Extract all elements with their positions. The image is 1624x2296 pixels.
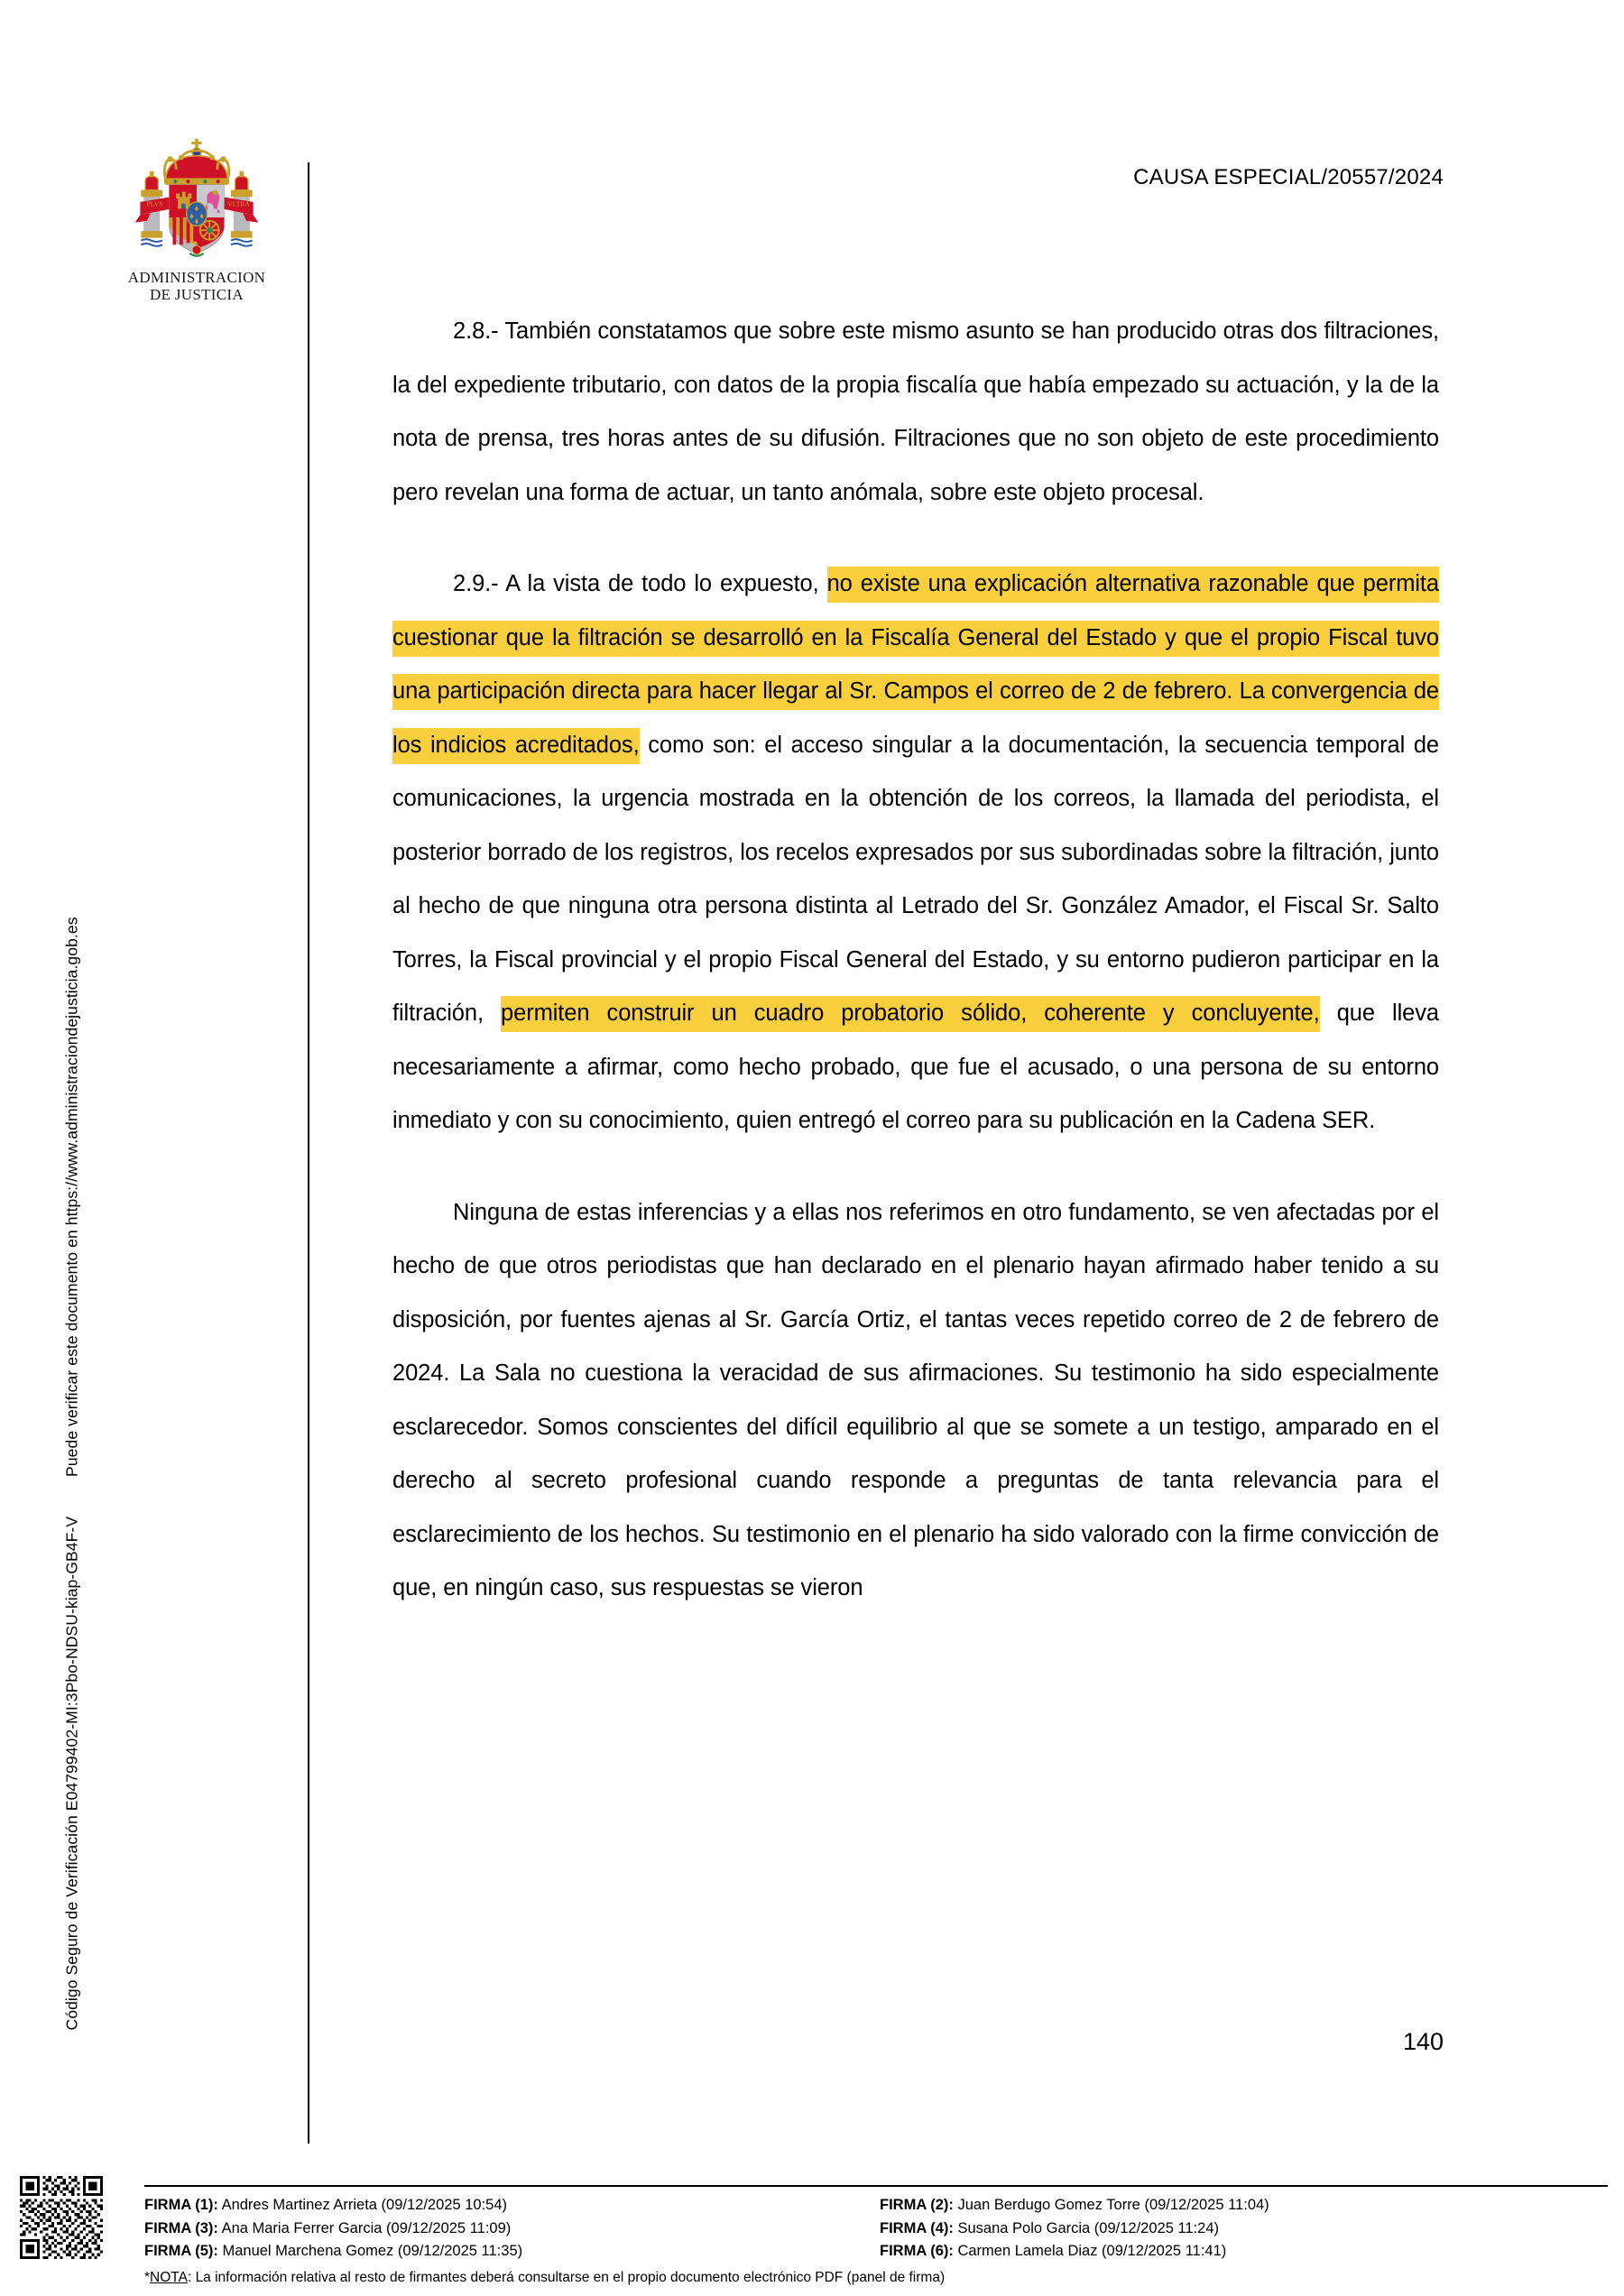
page-number: 140 — [1402, 2028, 1444, 2055]
highlighted-text: permiten construir un cuadro probatorio sólido, coherente y concluyente, — [501, 996, 1320, 1032]
verification-code-text: Código Seguro de Verificación E04799402-MI:3Pbo-NDSU-kiap-GB4F-V — [62, 1516, 81, 2031]
signature-row — [880, 2218, 1615, 2241]
emblem-caption — [106, 269, 287, 303]
signature-name: Manuel Marchena Gomez (09/12/2025 11:35) — [222, 2243, 523, 2259]
footer-note-prefix: * — [144, 2269, 151, 2285]
signature-row — [144, 2240, 880, 2264]
body-text: que lleva necesariamente a afirmar, como hecho probado, que fue el acusado, o una persona de su entorno inmediato y con su conocimiento, quien entregó el correo para su publicación en la Cadena SER. — [392, 1000, 1439, 1133]
svg-text:PLVS: PLVS — [146, 199, 163, 208]
spanish-coat-of-arms-icon — [128, 134, 265, 267]
signature-label: FIRMA (3): — [144, 2219, 218, 2236]
signature-row — [880, 2240, 1615, 2264]
svg-text:VLTRA: VLTRA — [227, 199, 250, 208]
signature-name: Ana Maria Ferrer Garcia (09/12/2025 11:09) — [221, 2219, 512, 2236]
footer-note — [144, 2266, 1615, 2290]
margin-divider-rule — [308, 162, 309, 2144]
institution-emblem — [106, 134, 287, 303]
verification-strip-text — [63, 46, 82, 2031]
signature-label: FIRMA (5): — [144, 2243, 218, 2259]
signature-label: FIRMA (2): — [880, 2197, 954, 2213]
qr-code-icon — [20, 2176, 103, 2259]
paragraph-ninguna — [392, 1186, 1439, 1616]
emblem-caption-line2: DE JUSTICIA — [150, 286, 244, 303]
signature-label: FIRMA (1): — [144, 2197, 218, 2213]
footer-note-word: NOTA — [150, 2269, 188, 2285]
signature-name: Juan Berdugo Gomez Torre (09/12/2025 11:04) — [957, 2197, 1269, 2213]
paragraph-2-9 — [392, 558, 1439, 1148]
signature-label: FIRMA (4): — [880, 2219, 954, 2236]
signature-row — [144, 2194, 880, 2218]
signature-label: FIRMA (6): — [880, 2243, 954, 2259]
signature-name: Andres Martinez Arrieta (09/12/2025 10:54) — [221, 2197, 507, 2213]
verification-url-text: Puede verificar este documento en https://www.administraciondejusticia.gob.es — [62, 917, 81, 1477]
signature-row — [144, 2218, 880, 2241]
verification-side-strip — [0, 0, 81, 2147]
signature-row — [880, 2194, 1615, 2218]
document-body — [392, 305, 1439, 1616]
body-text: 2.9.- A la vista de todo lo expuesto, — [453, 571, 827, 596]
footer-note-text: : La información relativa al resto de firmantes deberá consultarse en el propio documento electrónico PDF (panel de firma) — [187, 2269, 946, 2285]
body-text: como son: el acceso singular a la documentación, la secuencia temporal de comunicaciones, la urgencia mostrada en la obtención de los correos, la llamada del periodista, el posterior borrado de los registros, los recelos expresados por sus subordinadas sobre la filtración, junto al hecho de que ninguna otra persona distinta al Letrado del Sr. González Amador, el Fiscal Sr. Salto Torres, la Fiscal provincial y el propio Fiscal General del Estado, y su entorno pudieron participar en la filtración, — [392, 732, 1439, 1026]
highlighted-text: no existe una explicación alternativa razonable que permita cuestionar que la filtración se desarrolló en la Fiscalía General del Estado y que el propio Fiscal tuvo una participación directa para hacer llegar al Sr. Campos el correo de 2 de febrero. La convergencia de los indicios acreditados, — [392, 567, 1439, 764]
body-text: 2.8.- También constatamos que sobre este mismo asunto se han producido otras dos filtraciones, la del expediente tributario, con datos de la propia fiscalía que había empezado su actuación, y la de la nota de prensa, tres horas antes de su difusión. Filtraciones que no son objeto de este procedimiento pero revelan una forma de actuar, un tanto anómala, sobre este objeto procesal. — [392, 318, 1439, 505]
footer-divider-rule — [144, 2185, 1608, 2187]
signature-grid — [144, 2194, 1615, 2264]
signature-name: Carmen Lamela Diaz (09/12/2025 11:41) — [957, 2243, 1227, 2259]
emblem-caption-line1: ADMINISTRACION — [127, 269, 266, 286]
signature-name: Susana Polo Garcia (09/12/2025 11:24) — [957, 2219, 1220, 2236]
signature-footer — [144, 2194, 1615, 2289]
paragraph-2-8 — [392, 305, 1439, 520]
case-reference-header: CAUSA ESPECIAL/20557/2024 — [1133, 165, 1444, 189]
body-text: Ninguna de estas inferencias y a ellas nos referimos en otro fundamento, se ven afectadas por el hecho de que otros periodistas que han declarado en el plenario hayan afirmado haber tenido a su disposición, por fuentes ajenas al Sr. García Ortiz, el tantas veces repetido correo de 2 de febrero de 2024. La Sala no cuestiona la veracidad de sus afirmaciones. Su testimonio ha sido especialmente esclarecedor. Somos conscientes del difícil equilibrio al que se somete a un testigo, amparado en el derecho al secreto profesional cuando responde a preguntas de tanta relevancia para el esclarecimiento de los hechos. Su testimonio en el plenario ha sido valorado con la firme convicción de que, en ningún caso, sus respuestas se vieron — [392, 1199, 1439, 1600]
qr-code[interactable] — [20, 2176, 103, 2259]
